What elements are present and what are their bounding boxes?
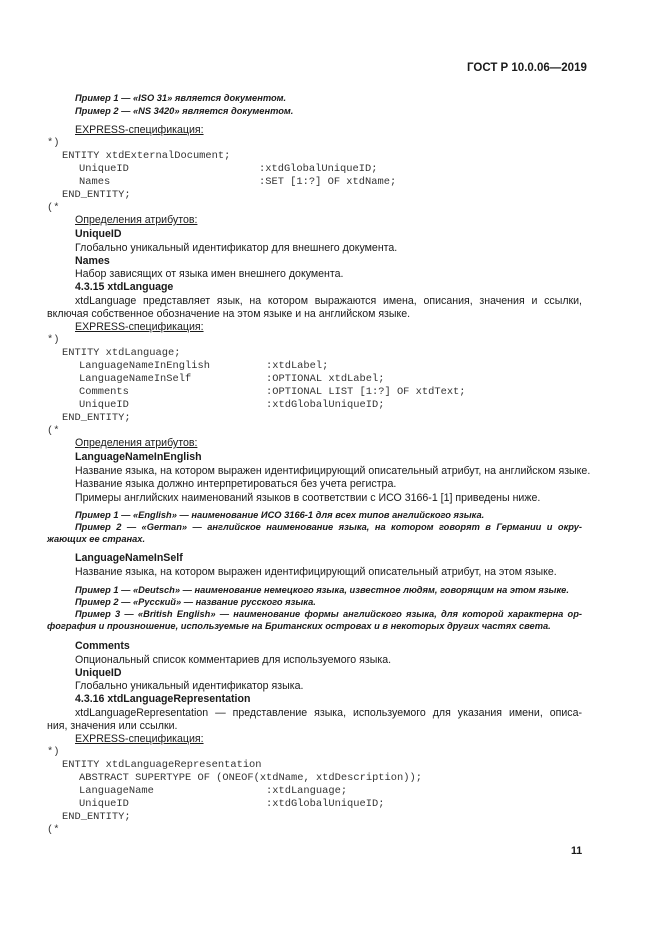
code-end-entity: END_ENTITY;	[62, 811, 131, 823]
attr-desc: Опциональный список комментариев для используемого языка.	[75, 654, 392, 666]
express-spec-label: EXPRESS-спецификация:	[75, 733, 204, 745]
code-open-comment: *)	[47, 334, 60, 346]
attr-term: UniqueID	[75, 228, 122, 240]
attr-term: Names	[75, 255, 110, 267]
attr-desc: Примеры английских наименований языков в соответствии с ИСО 3166-1 [1] приведены ниже.	[75, 492, 541, 504]
code-end-entity: END_ENTITY;	[62, 189, 131, 201]
code-supertype-line: ABSTRACT SUPERTYPE OF (ONEOF(xtdName, xtdDescription));	[79, 772, 422, 784]
attr-desc: Название языка, на котором выражен идентифицирующий описательный атрибут, на английском языке.	[75, 465, 591, 477]
attr-defs-label: Определения атрибутов:	[75, 214, 198, 226]
code-attr-name: UniqueID	[79, 399, 129, 411]
attr-desc: Название языка, на котором выражен идентифицирующий описательный атрибут, на этом языке.	[75, 566, 557, 578]
example-2: Пример 2 — «Русский» — название русского языка.	[75, 597, 316, 607]
code-attr-type: :SET [1:?] OF xtdName;	[259, 176, 397, 188]
code-attr-type: :xtdGlobalUniqueID;	[259, 163, 378, 175]
code-close-comment: (*	[47, 425, 60, 437]
code-attr-type: :OPTIONAL LIST [1:?] OF xtdText;	[266, 386, 466, 398]
code-attr-name: LanguageNameInSelf	[79, 373, 192, 385]
attr-term: UniqueID	[75, 667, 122, 679]
code-end-entity: END_ENTITY;	[62, 412, 131, 424]
example-1: Пример 1 — «English» — наименование ИСО 3166-1 для всех типов английского языка.	[75, 510, 485, 520]
section-paragraph-line: xtdLanguage представляет язык, на котором выражаются имена, описания, значения и ссылки,	[75, 295, 582, 307]
example-2: Пример 2 — «German» — английское наименование языка, на котором говорят в Германии и окру-	[75, 522, 582, 532]
example-3-cont: фография и произношение, используемые на Британских островах и в некоторых других частях света.	[47, 621, 551, 631]
example-2-cont: жающих ее странах.	[47, 534, 146, 544]
code-attr-name: LanguageNameInEnglish	[79, 360, 210, 372]
attr-desc: Набор зависящих от языка имен внешнего документа.	[75, 268, 344, 280]
code-entity-line: ENTITY xtdLanguage;	[62, 347, 181, 359]
code-open-comment: *)	[47, 746, 60, 758]
example-1: Пример 1 — «Deutsch» — наименование немецкого языка, известное людям, говорящим на этом языке.	[75, 585, 569, 595]
code-open-comment: *)	[47, 137, 60, 149]
express-spec-label: EXPRESS-спецификация:	[75, 124, 204, 136]
code-attr-name: UniqueID	[79, 798, 129, 810]
example-3: Пример 3 — «British English» — наименование формы английского языка, для которой характерна ор-	[75, 609, 582, 619]
code-attr-type: :xtdLanguage;	[266, 785, 348, 797]
section-paragraph-line: включая собственное обозначение на этом языке и на английском языке.	[47, 308, 411, 320]
attr-desc: Название языка должно интерпретироваться без учета регистра.	[75, 478, 397, 490]
attr-term: LanguageNameInSelf	[75, 552, 183, 564]
attr-desc: Глобально уникальный идентификатор для внешнего документа.	[75, 242, 398, 254]
code-attr-name: Comments	[79, 386, 129, 398]
code-attr-type: :OPTIONAL xtdLabel;	[266, 373, 385, 385]
page-number: 11	[571, 845, 583, 857]
example-1: Пример 1 — «ISO 31» является документом.	[75, 93, 287, 103]
code-attr-name: Names	[79, 176, 111, 188]
section-paragraph-line: xtdLanguageRepresentation — представление языка, используемого для указания имени, описа-	[75, 707, 582, 719]
section-paragraph-line: ния, значения или ссылки.	[47, 720, 178, 732]
example-2: Пример 2 — «NS 3420» является документом.	[75, 106, 294, 116]
code-attr-type: :xtdGlobalUniqueID;	[266, 798, 385, 810]
document-header: ГОСТ Р 10.0.06—2019	[467, 62, 587, 74]
section-heading: 4.3.16 xtdLanguageRepresentation	[75, 693, 251, 705]
code-attr-type: :xtdGlobalUniqueID;	[266, 399, 385, 411]
code-entity-line: ENTITY xtdExternalDocument;	[62, 150, 231, 162]
section-heading: 4.3.15 xtdLanguage	[75, 281, 174, 293]
code-close-comment: (*	[47, 202, 60, 214]
attr-term: Comments	[75, 640, 130, 652]
code-entity-line: ENTITY xtdLanguageRepresentation	[62, 759, 262, 771]
attr-defs-label: Определения атрибутов:	[75, 437, 198, 449]
attr-term: LanguageNameInEnglish	[75, 451, 202, 463]
express-spec-label: EXPRESS-спецификация:	[75, 321, 204, 333]
code-attr-type: :xtdLabel;	[266, 360, 329, 372]
code-attr-name: LanguageName	[79, 785, 154, 797]
attr-desc: Глобально уникальный идентификатор языка.	[75, 680, 304, 692]
code-close-comment: (*	[47, 824, 60, 836]
code-attr-name: UniqueID	[79, 163, 129, 175]
